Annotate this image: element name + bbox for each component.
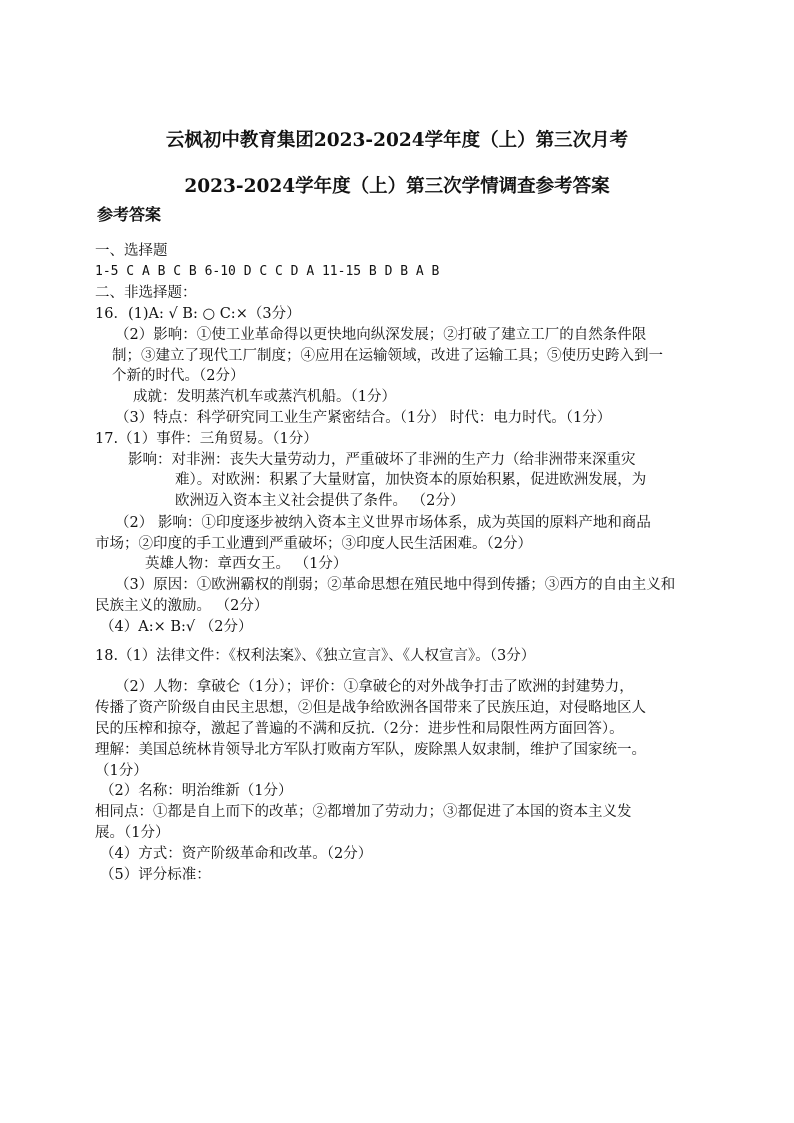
q18-similarity-line2: 展。（1分） bbox=[95, 825, 170, 841]
q18-name: （2）名称：明治维新（1分） bbox=[100, 783, 293, 799]
choice-section-heading: 一、选择题 bbox=[95, 243, 168, 259]
choice-answers: 1-5 C A B C B 6-10 D C C D A 11-15 B D B A B bbox=[95, 264, 440, 279]
q16-part2-line2: 制；③建立了现代工厂制度；④应用在运输领域，改进了运输工具；⑤使历史跨入到一 bbox=[112, 348, 663, 364]
section-heading: 参考答案 bbox=[97, 205, 162, 224]
q18-understanding-score: （1分） bbox=[95, 763, 148, 779]
q18-scoring-standard: （5）评分标准： bbox=[100, 867, 211, 883]
q16-part2-line3: 个新的时代。（2分） bbox=[112, 368, 245, 384]
q18-part2-line2: 传播了资产阶级自由民主思想，②但是战争给欧洲各国带来了民族压迫，对侵略地区人 bbox=[95, 700, 646, 716]
q17-impact-line2: 难）。对欧洲：积累了大量财富，加快资本的原始积累，促进欧洲发展，为 bbox=[175, 472, 647, 488]
q16-achievement: 成就：发明蒸汽机车或蒸汽机船。（1分） bbox=[133, 389, 396, 405]
exam-title: 云枫初中教育集团2023-2024学年度（上）第三次月考 bbox=[165, 130, 629, 151]
q17-impact-line1: 影响：对非洲：丧失大量劳动力，严重破坏了非洲的生产力（给非洲带来深重灾 bbox=[128, 452, 636, 468]
q17-impact-line3: 欧洲迈入资本主义社会提供了条件。 （2分） bbox=[175, 493, 465, 509]
q18-similarity-line1: 相同点：①都是自上而下的改革；②都增加了劳动力；③都促进了本国的资本主义发 bbox=[95, 804, 632, 820]
q18-method: （4）方式：资产阶级革命和改革。（2分） bbox=[100, 846, 373, 862]
non-choice-heading: 二、非选择题： bbox=[95, 285, 197, 301]
q17-part2-line2: 市场；②印度的手工业遭到严重破坏；③印度人民生活困难。（2分） bbox=[95, 536, 532, 552]
q16-part1: 16．(1)A: √ B: ○ C:×（3分） bbox=[95, 306, 301, 322]
q16-part3: （3）特点：科学研究同工业生产紧密结合。（1分） 时代：电力时代。（1分） bbox=[115, 410, 612, 426]
answer-key-title: 2023-2024学年度（上）第三次学情调查参考答案 bbox=[184, 176, 610, 197]
q17-part3-line1: （3）原因：①欧洲霸权的削弱；②革命思想在殖民地中得到传播；③西方的自由主义和 bbox=[115, 577, 676, 593]
q17-part1: 17.（1）事件：三角贸易。（1分） bbox=[95, 431, 318, 447]
q18-part1: 18.（1）法律文件：《权利法案》、《独立宣言》、《人权宣言》。（3分） bbox=[95, 648, 536, 664]
q17-part4: （4）A:× B:√ （2分） bbox=[100, 619, 253, 635]
q18-understanding: 理解：美国总统林肯领导北方军队打败南方军队，废除黑人奴隶制，维护了国家统一。 bbox=[95, 742, 646, 758]
q17-hero: 英雄人物：章西女王。 （1分） bbox=[145, 556, 348, 572]
q16-part2-line1: （2）影响：①使工业革命得以更快地向纵深发展；②打破了建立工厂的自然条件限 bbox=[115, 327, 647, 343]
q18-part2-line1: （2）人物：拿破仑（1分）；评价：①拿破仑的对外战争打击了欧洲的封建势力， bbox=[115, 679, 634, 695]
q18-part2-line3: 民的压榨和掠夺，激起了普遍的不满和反抗.（2分：进步性和局限性两方面回答）。 bbox=[95, 721, 624, 737]
q17-part3-line2: 民族主义的激励。 （2分） bbox=[95, 598, 269, 614]
q17-part2-line1: （2） 影响：①印度逐步被纳入资本主义世界市场体系，成为英国的原料产地和商品 bbox=[115, 515, 651, 531]
